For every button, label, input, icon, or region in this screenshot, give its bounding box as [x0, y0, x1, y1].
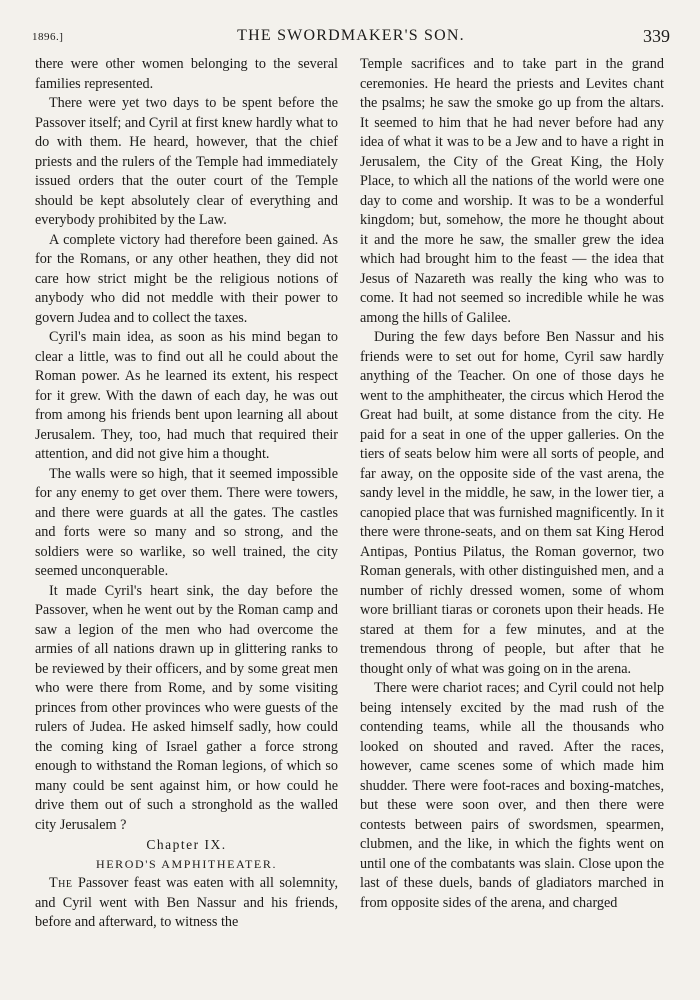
paragraph: During the few days before Ben Nassur and his friends were to set out for home, Cyril saw hardly anything of the Teacher. On one of those days he went to the amphitheater, the circus which Herod the Great had built, at some distance from the city. He paid for a seat in one of the upper galleries. On the tiers of seats below him were all sorts of people, and far away, on the opposite side of the vast arena, the sandy level in the middle, he saw, in the lower tier, a canopied place that was furnished magnificently. In it there were throne-seats, and on them sat King Herod Antipas, Pontius Pilatus, the Roman governor, two Roman generals, with other distinguished men, and a number of richly dressed women, some of whom wore brilliant tiaras or coronets upon their heads. He stared at them for a few minutes, and at the tremendous throng of people, but after that he thought only of what was going on in the arena. [360, 329, 665, 677]
chapter-number: Chapter IX. [146, 837, 227, 852]
paragraph: Temple sacrifices and to take part in the grand ceremonies. He heard the priests and Levites chant the psalms; he saw the smoke go up from the altars. It seemed to him that he had never before had any idea of what it was to be a Jew and to have a right in Jerusalem, the City of the Great King, the Holy Place, to which all the nations of the world were one day to come and worship. It was to be a wonderful kingdom; but, somehow, the more he thought about it and the more he saw, the smaller grew the idea which had brought him to the feast — the idea that Jesus of Nazareth was really the king who was to come. It had not seemed so incredible while he was among the hills of Galilee. [360, 56, 664, 326]
page-number: 339 [643, 26, 670, 46]
paragraph: There were yet two days to be spent before the Passover itself; and Cyril at first knew hardly what to do with them. He heard, however, that the chief priests and the rulers of the Temple had immediately issued orders that the outer court of the Temple should be kept absolutely clear of everything and everybody prohibited by the Law. [35, 95, 339, 228]
header-year: 1896.] [32, 31, 64, 43]
left-column [35, 55, 338, 933]
paragraph: There were chariot races; and Cyril could not help being intensely excited by the mad rush of the contending teams, while all the thousands who looked on shouted and raved. After the races, however, came scenes some of which made him shudder. There were foot-races and boxing-matches, but these were soon over, and then there were contests between pairs of swordsmen, spearmen, clubmen, and the like, in which the fights went on until one of the combatants was slain. Close upon the last of these duels, bands of gladiators marched in from opposite sides of the arena, and charged [360, 680, 664, 911]
paragraph: A complete victory had therefore been gained. As for the Romans, or any other heathen, they did not care how strict might be the religious notions of anybody who did not meddle with their power to govern Judea and to collect the taxes. [35, 231, 338, 326]
right-column [360, 55, 664, 913]
header-title: THE SWORDMAKER'S SON. [237, 27, 465, 44]
running-header [32, 26, 670, 52]
paragraph-text: Passover feast was eaten with all solemnity, and Cyril went with Ben Nassur and his friends, before and afterward, to witness the [35, 875, 338, 930]
lead-word: The [49, 875, 73, 891]
paragraph: Cyril's main idea, as soon as his mind began to clear a little, was to find out all he could about the Roman power. As he learned its extent, his respect for it grew. With the dawn of each day, he was out from among his friends bent upon learning all about Jerusalem. They, too, had much that required their attention, and did not give him a thought. [35, 329, 338, 462]
paragraph: It made Cyril's heart sink, the day before the Passover, when he went out by the Roman camp and saw a legion of the men who had overcome the armies of all nations drawn up in glittering ranks to be reviewed by their officers, and by some great men who were there from Rome, and by some visiting princes from other provinces who were guests of the rulers of Judea. He asked himself sadly, how could the coming king of Israel gather a force strong enough to withstand the Roman legions, of which so many could be sent against him, or how could he drive them out of such a stronghold as the walled city Jerusalem ? [35, 582, 338, 833]
paragraph: there were other women belonging to the several families represented. [35, 56, 338, 92]
paragraph [35, 874, 338, 933]
paragraph: The walls were so high, that it seemed impossible for any enemy to get over them. There were towers, and there were guards at all the gates. The castles and forts were so many and so strong, and the soldiers were so warlike, so well trained, the city seemed unconquerable. [35, 465, 338, 579]
chapter-title: HEROD'S AMPHITHEATER. [95, 856, 278, 871]
